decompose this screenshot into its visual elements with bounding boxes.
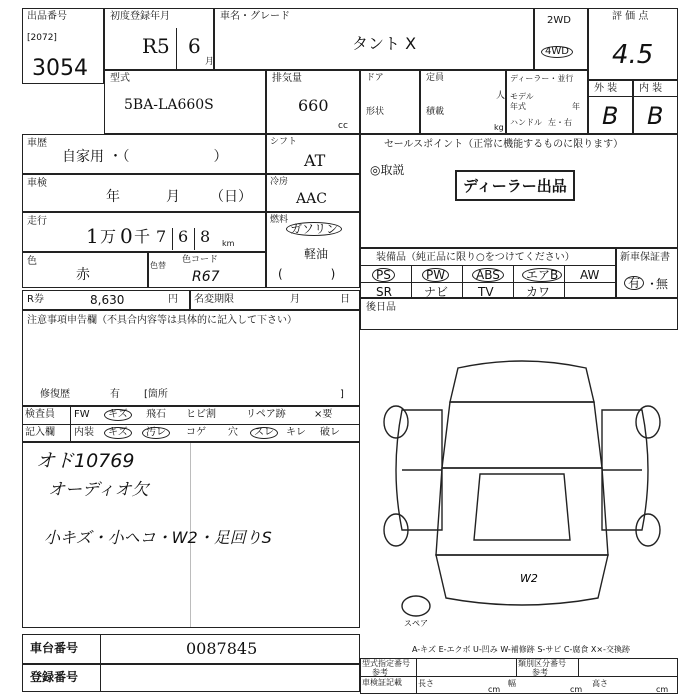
car-diagram xyxy=(372,350,672,630)
car-name: タント X xyxy=(352,34,417,53)
notes-place: [箇所 xyxy=(144,389,168,400)
equip-tv: TV xyxy=(478,285,494,299)
inspector-cut: キレ xyxy=(286,427,306,438)
recycle-label: R券 xyxy=(27,294,44,305)
shift-label: シフト xyxy=(270,137,298,147)
dealer-badge: ディーラー出品 xyxy=(455,170,575,201)
dealer-line3: 年式 xyxy=(510,102,526,111)
spare-tire xyxy=(402,596,430,616)
eval-int-grade: B xyxy=(647,102,664,130)
history-value: 自家用 ・（ ） xyxy=(62,149,228,165)
spec-height-unit: cm xyxy=(656,685,669,694)
mileage-unit: km xyxy=(222,239,235,248)
spec-height-label: 高さ xyxy=(592,679,608,688)
eval-label: 評 価 点 xyxy=(612,11,649,22)
equip-divider-mid xyxy=(360,282,616,283)
spec-ref1: 参考 xyxy=(372,668,388,677)
spec-type-label: 型式指定番号 xyxy=(362,659,410,668)
regno-label: 登録番号 xyxy=(30,670,79,684)
history-label: 車歴 xyxy=(27,138,47,149)
dealer-hand: 左・右 xyxy=(548,118,572,127)
remark-odo: オド10769 xyxy=(36,450,135,472)
equip-label: 装備品（純正品に限り○をつけてください） xyxy=(376,252,575,263)
inspector-interior: 内装 xyxy=(74,427,94,438)
mileage-d1: 1 xyxy=(86,224,99,248)
lot-label: 出品番号 xyxy=(27,11,67,22)
mileage-div1 xyxy=(172,228,173,250)
warranty-sep: ・ xyxy=(646,277,659,291)
dealer-year: 年 xyxy=(572,102,580,111)
equip-col2 xyxy=(462,265,463,298)
door-label: ドア xyxy=(366,73,384,83)
inspector-chip: 飛石 xyxy=(146,409,166,420)
notes-yes: 有 xyxy=(110,389,120,400)
lot-number: 3054 xyxy=(32,56,88,81)
cap-load-unit: kg xyxy=(494,123,504,132)
reg-month: 6 xyxy=(188,34,201,58)
spec-width-label: 幅 xyxy=(508,679,516,688)
spec-cert-label: 車検証記載 xyxy=(362,678,402,687)
mileage-label: 走行 xyxy=(27,216,47,227)
notes-close: ] xyxy=(340,389,344,400)
equip-navi: ナビ xyxy=(424,285,449,299)
meigi-month: 月 xyxy=(290,294,300,305)
inspector-burn: コゲ xyxy=(186,427,206,438)
equip-divider-top xyxy=(360,265,616,266)
equip-sr: SR xyxy=(376,285,392,299)
color-change: 色替 xyxy=(150,261,166,270)
notes-repair: 修復歴 xyxy=(40,389,70,400)
inspector-fw: FW xyxy=(74,409,90,420)
roof-outline xyxy=(474,474,570,540)
inspect-day: （日） xyxy=(210,189,252,205)
ac-value: AAC xyxy=(296,191,327,207)
spec-length-unit: cm xyxy=(488,685,501,694)
spec-col1 xyxy=(416,658,417,694)
fuel-paren: ( ) xyxy=(278,267,336,281)
diagram-mark: W2 xyxy=(520,572,538,585)
cap-load: 積載 xyxy=(426,107,445,117)
equip-aw: AW xyxy=(580,268,600,282)
inspector-stain: 汚レ xyxy=(142,427,170,439)
inspector-need: ×要 xyxy=(314,409,333,420)
spec-col3 xyxy=(578,658,579,676)
rear-box xyxy=(360,298,678,330)
disp-label: 排気量 xyxy=(272,73,302,84)
color-value: 赤 xyxy=(76,267,90,283)
wheel-fl xyxy=(384,406,408,438)
inspector-crack: ヒビ割 xyxy=(186,409,216,420)
notes-label: 注意事項申告欄（不具合内容等は具体的に記入して下さい） xyxy=(27,315,297,326)
fuel-opt1: ガソリン xyxy=(286,222,342,236)
mileage-u1: 万 xyxy=(100,227,117,246)
inspector-scratch: キズ xyxy=(104,409,132,421)
rear-label: 後日品 xyxy=(366,302,396,313)
remark-audio: オーディオ欠 xyxy=(48,480,149,500)
equip-col1 xyxy=(411,265,412,298)
spec-col2 xyxy=(516,658,517,676)
inspect-year: 年 xyxy=(106,189,120,205)
inspector-col xyxy=(70,406,71,442)
meigi-label: 名変期限 xyxy=(194,294,234,305)
inspector-tear: 破レ xyxy=(320,427,340,438)
cabin-outline xyxy=(436,468,608,555)
inspector-repair-mark: リペア跡 xyxy=(246,409,286,420)
model-label: 型式 xyxy=(110,73,130,84)
mileage-d4: 6 xyxy=(178,227,189,246)
damage-legend: A-キズ E-エクボ U-凹み W-補修跡 S-サビ C-腐食 X×-交換跡 xyxy=(412,645,630,654)
eval-int-label: 内 装 xyxy=(639,83,663,94)
front-bumper-outline xyxy=(450,361,594,402)
reg-unit: 月 xyxy=(205,57,215,67)
eval-score: 4.5 xyxy=(612,40,654,70)
inspect-month: 月 xyxy=(166,189,180,205)
reg-divider xyxy=(176,28,177,70)
equip-pw: PW xyxy=(422,268,449,282)
ac-label: 冷房 xyxy=(270,177,289,187)
fuel-opt2: 軽油 xyxy=(304,247,329,261)
equip-airbag: エアB xyxy=(522,268,562,282)
inspector-label2: 記入欄 xyxy=(25,427,55,438)
reg-era: R5 xyxy=(142,34,170,58)
reg-label: 初度登録年月 xyxy=(110,11,170,22)
cap-label: 定員 xyxy=(426,73,445,83)
spec-width-unit: cm xyxy=(570,685,583,694)
disp-value: 660 xyxy=(298,96,329,115)
equip-col3 xyxy=(513,265,514,298)
warranty-yes: 有 xyxy=(624,276,644,290)
meigi-day: 日 xyxy=(340,294,350,305)
equip-col4 xyxy=(564,265,565,298)
chassis-label: 車台番号 xyxy=(30,641,79,655)
car-label: 車名・グレード xyxy=(220,11,290,22)
eval-ext-grade: B xyxy=(602,102,619,130)
inspect-label: 車検 xyxy=(27,178,47,189)
inspector-divider xyxy=(22,424,360,425)
shift-value: AT xyxy=(304,151,326,170)
eval-sub-divider xyxy=(588,96,678,97)
dealer-line1: ディーラー・並行 xyxy=(510,74,574,83)
lot-sub: [2072] xyxy=(27,33,57,43)
mileage-u2: 千 xyxy=(134,227,151,246)
equip-leather: カワ xyxy=(526,285,551,299)
inspector-hole: 穴 xyxy=(228,427,238,438)
disp-unit: cc xyxy=(338,121,348,131)
chassis-value: 0087845 xyxy=(186,639,258,658)
sales-label: セールスポイント（正常に機能するものに限ります） xyxy=(384,139,624,150)
equip-ps: PS xyxy=(372,268,395,282)
mileage-d2: 0 xyxy=(120,224,133,248)
diagram-spare: スペア xyxy=(404,619,428,628)
sales-item: ◎取説 xyxy=(370,163,405,177)
dealer-line2: モデル xyxy=(510,92,534,101)
door-shape: 形状 xyxy=(366,107,385,117)
color-code-label: 色コード xyxy=(182,255,219,265)
drive-opt1: 2WD xyxy=(547,15,571,26)
warranty-label: 新車保証書 xyxy=(620,252,670,263)
spec-length-label: 長さ xyxy=(418,679,434,688)
color-label: 色 xyxy=(27,256,37,267)
mileage-div2 xyxy=(194,228,195,250)
recycle-value: 8,630 xyxy=(90,293,125,307)
color-code: R67 xyxy=(192,269,220,285)
remark-damage: 小キズ・小ヘコ・W2・足回りS xyxy=(44,528,272,547)
equip-abs: ABS xyxy=(472,268,504,282)
spec-ref2: 参考 xyxy=(532,668,548,677)
mileage-d3: 7 xyxy=(156,227,167,246)
inspector-rub: スレ xyxy=(250,427,278,439)
warranty-no: 無 xyxy=(656,277,669,291)
model-value: 5BA-LA660S xyxy=(124,97,214,113)
cap-unit: 人 xyxy=(496,91,506,101)
spec-class-label: 類別区分番号 xyxy=(518,659,566,668)
recycle-unit: 円 xyxy=(168,294,178,305)
fuel-label: 燃料 xyxy=(270,215,289,225)
inspector-label1: 検査員 xyxy=(25,409,55,420)
drive-opt2: 4WD xyxy=(541,46,573,58)
eval-ext-label: 外 装 xyxy=(594,83,618,94)
wheel-fr xyxy=(636,406,660,438)
hood-outline xyxy=(442,402,602,468)
spec-divider xyxy=(360,676,678,677)
inspector-int-scratch: キズ xyxy=(104,427,132,439)
mileage-d5: 8 xyxy=(200,227,211,246)
dealer-line4: ハンドル xyxy=(510,118,542,127)
